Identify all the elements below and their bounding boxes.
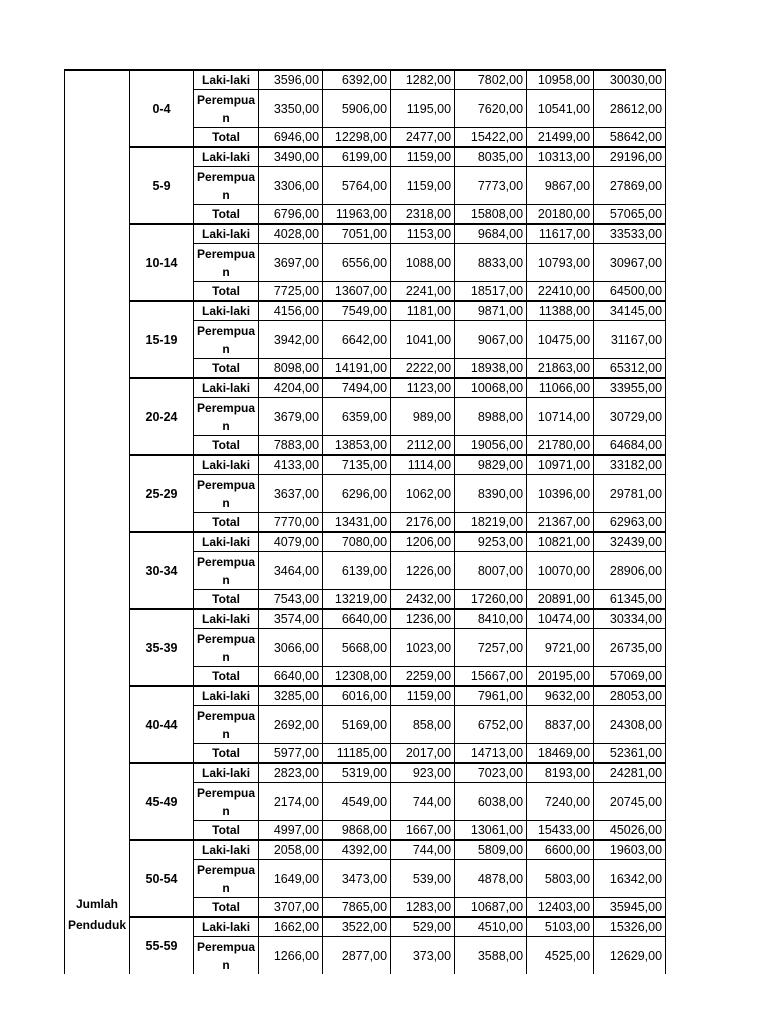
age-group-label: 30-34: [130, 532, 194, 609]
value-cell: 24308,00: [594, 706, 666, 744]
value-cell: 10474,00: [527, 609, 594, 629]
value-cell: 923,00: [391, 763, 455, 783]
value-cell: 2692,00: [259, 706, 323, 744]
value-cell: 539,00: [391, 860, 455, 898]
sex-label: Perempua n: [194, 475, 259, 513]
age-group-label: 25-29: [130, 455, 194, 532]
value-cell: 62963,00: [594, 513, 666, 533]
value-cell: 7240,00: [527, 783, 594, 821]
value-cell: 3066,00: [259, 629, 323, 667]
value-cell: 10068,00: [455, 378, 527, 398]
main-row-label: Jumlah Penduduk: [65, 70, 130, 974]
value-cell: 61345,00: [594, 590, 666, 610]
table-row: [65, 224, 666, 244]
age-group-label: 5-9: [130, 147, 194, 224]
value-cell: 9684,00: [455, 224, 527, 244]
value-cell: 2318,00: [391, 205, 455, 225]
sex-label: Total: [194, 513, 259, 533]
value-cell: 12298,00: [323, 128, 391, 148]
value-cell: 64684,00: [594, 436, 666, 456]
value-cell: 7865,00: [323, 898, 391, 918]
value-cell: 4156,00: [259, 301, 323, 321]
value-cell: 12629,00: [594, 937, 666, 975]
table-row: [65, 840, 666, 860]
value-cell: 28612,00: [594, 90, 666, 128]
value-cell: 10070,00: [527, 552, 594, 590]
value-cell: 5169,00: [323, 706, 391, 744]
sex-label: Laki-laki: [194, 609, 259, 629]
value-cell: 744,00: [391, 783, 455, 821]
value-cell: 6016,00: [323, 686, 391, 706]
value-cell: 9867,00: [527, 167, 594, 205]
value-cell: 18219,00: [455, 513, 527, 533]
value-cell: 1159,00: [391, 167, 455, 205]
value-cell: 14713,00: [455, 744, 527, 764]
value-cell: 8007,00: [455, 552, 527, 590]
value-cell: 4878,00: [455, 860, 527, 898]
value-cell: 1114,00: [391, 455, 455, 475]
age-group-label: 55-59: [130, 917, 194, 974]
value-cell: 8988,00: [455, 398, 527, 436]
value-cell: 19603,00: [594, 840, 666, 860]
value-cell: 2058,00: [259, 840, 323, 860]
table-row: [65, 763, 666, 783]
sex-label: Laki-laki: [194, 224, 259, 244]
value-cell: 4079,00: [259, 532, 323, 552]
sex-label: Perempua n: [194, 321, 259, 359]
value-cell: 8833,00: [455, 244, 527, 282]
value-cell: 13061,00: [455, 821, 527, 841]
age-group-label: 10-14: [130, 224, 194, 301]
value-cell: 28906,00: [594, 552, 666, 590]
value-cell: 9868,00: [323, 821, 391, 841]
age-group-label: 50-54: [130, 840, 194, 917]
table-row: [65, 917, 666, 937]
value-cell: 3942,00: [259, 321, 323, 359]
table-row: [65, 301, 666, 321]
value-cell: 6199,00: [323, 147, 391, 167]
value-cell: 11963,00: [323, 205, 391, 225]
value-cell: 1023,00: [391, 629, 455, 667]
sex-label: Perempua n: [194, 90, 259, 128]
age-group-label: 20-24: [130, 378, 194, 455]
value-cell: 5803,00: [527, 860, 594, 898]
value-cell: 30334,00: [594, 609, 666, 629]
value-cell: 10821,00: [527, 532, 594, 552]
value-cell: 2112,00: [391, 436, 455, 456]
value-cell: 12308,00: [323, 667, 391, 687]
value-cell: 13607,00: [323, 282, 391, 302]
value-cell: 10958,00: [527, 70, 594, 90]
value-cell: 4133,00: [259, 455, 323, 475]
value-cell: 6392,00: [323, 70, 391, 90]
age-group-label: 0-4: [130, 70, 194, 147]
value-cell: 9721,00: [527, 629, 594, 667]
value-cell: 33955,00: [594, 378, 666, 398]
value-cell: 5319,00: [323, 763, 391, 783]
sex-label: Total: [194, 359, 259, 379]
value-cell: 5668,00: [323, 629, 391, 667]
sex-label: Laki-laki: [194, 455, 259, 475]
value-cell: 6139,00: [323, 552, 391, 590]
value-cell: 1088,00: [391, 244, 455, 282]
value-cell: 30967,00: [594, 244, 666, 282]
sex-label: Perempua n: [194, 244, 259, 282]
value-cell: 6946,00: [259, 128, 323, 148]
value-cell: 11388,00: [527, 301, 594, 321]
sex-label: Perempua n: [194, 783, 259, 821]
value-cell: 4028,00: [259, 224, 323, 244]
sex-label: Laki-laki: [194, 70, 259, 90]
value-cell: 2017,00: [391, 744, 455, 764]
value-cell: 11185,00: [323, 744, 391, 764]
value-cell: 34145,00: [594, 301, 666, 321]
value-cell: 1153,00: [391, 224, 455, 244]
value-cell: 17260,00: [455, 590, 527, 610]
value-cell: 15433,00: [527, 821, 594, 841]
value-cell: 9632,00: [527, 686, 594, 706]
value-cell: 373,00: [391, 937, 455, 975]
sex-label: Laki-laki: [194, 763, 259, 783]
sex-label: Laki-laki: [194, 147, 259, 167]
sex-label: Total: [194, 898, 259, 918]
value-cell: 4510,00: [455, 917, 527, 937]
value-cell: 6640,00: [323, 609, 391, 629]
value-cell: 13431,00: [323, 513, 391, 533]
value-cell: 19056,00: [455, 436, 527, 456]
value-cell: 529,00: [391, 917, 455, 937]
value-cell: 2477,00: [391, 128, 455, 148]
sex-label: Laki-laki: [194, 532, 259, 552]
value-cell: 28053,00: [594, 686, 666, 706]
value-cell: 7549,00: [323, 301, 391, 321]
value-cell: 24281,00: [594, 763, 666, 783]
value-cell: 18517,00: [455, 282, 527, 302]
value-cell: 2877,00: [323, 937, 391, 975]
value-cell: 57065,00: [594, 205, 666, 225]
value-cell: 3490,00: [259, 147, 323, 167]
value-cell: 8410,00: [455, 609, 527, 629]
value-cell: 6642,00: [323, 321, 391, 359]
value-cell: 4525,00: [527, 937, 594, 975]
value-cell: 18938,00: [455, 359, 527, 379]
sex-label: Total: [194, 436, 259, 456]
value-cell: 3697,00: [259, 244, 323, 282]
value-cell: 10313,00: [527, 147, 594, 167]
value-cell: 3707,00: [259, 898, 323, 918]
value-cell: 11617,00: [527, 224, 594, 244]
value-cell: 15808,00: [455, 205, 527, 225]
value-cell: 58642,00: [594, 128, 666, 148]
table-row: [65, 532, 666, 552]
value-cell: 1649,00: [259, 860, 323, 898]
value-cell: 4997,00: [259, 821, 323, 841]
sex-label: Laki-laki: [194, 917, 259, 937]
value-cell: 1206,00: [391, 532, 455, 552]
value-cell: 7725,00: [259, 282, 323, 302]
value-cell: 3473,00: [323, 860, 391, 898]
sex-label: Total: [194, 128, 259, 148]
age-group-label: 45-49: [130, 763, 194, 840]
value-cell: 1123,00: [391, 378, 455, 398]
value-cell: 2259,00: [391, 667, 455, 687]
table-row: [65, 147, 666, 167]
value-cell: 2432,00: [391, 590, 455, 610]
value-cell: 15326,00: [594, 917, 666, 937]
value-cell: 3588,00: [455, 937, 527, 975]
value-cell: 1062,00: [391, 475, 455, 513]
value-cell: 858,00: [391, 706, 455, 744]
value-cell: 8837,00: [527, 706, 594, 744]
value-cell: 7961,00: [455, 686, 527, 706]
value-cell: 7494,00: [323, 378, 391, 398]
value-cell: 9253,00: [455, 532, 527, 552]
value-cell: 33533,00: [594, 224, 666, 244]
value-cell: 7257,00: [455, 629, 527, 667]
value-cell: 20745,00: [594, 783, 666, 821]
value-cell: 1667,00: [391, 821, 455, 841]
value-cell: 7770,00: [259, 513, 323, 533]
value-cell: 21863,00: [527, 359, 594, 379]
value-cell: 4549,00: [323, 783, 391, 821]
value-cell: 989,00: [391, 398, 455, 436]
sex-label: Perempua n: [194, 552, 259, 590]
value-cell: 18469,00: [527, 744, 594, 764]
value-cell: 22410,00: [527, 282, 594, 302]
value-cell: 3350,00: [259, 90, 323, 128]
value-cell: 3574,00: [259, 609, 323, 629]
value-cell: 31167,00: [594, 321, 666, 359]
value-cell: 3306,00: [259, 167, 323, 205]
value-cell: 7883,00: [259, 436, 323, 456]
value-cell: 32439,00: [594, 532, 666, 552]
value-cell: 1181,00: [391, 301, 455, 321]
value-cell: 13219,00: [323, 590, 391, 610]
value-cell: 26735,00: [594, 629, 666, 667]
value-cell: 1236,00: [391, 609, 455, 629]
value-cell: 15422,00: [455, 128, 527, 148]
value-cell: 8098,00: [259, 359, 323, 379]
age-group-label: 15-19: [130, 301, 194, 378]
sex-label: Perempua n: [194, 398, 259, 436]
value-cell: 27869,00: [594, 167, 666, 205]
value-cell: 4392,00: [323, 840, 391, 860]
value-cell: 7620,00: [455, 90, 527, 128]
value-cell: 21499,00: [527, 128, 594, 148]
value-cell: 3285,00: [259, 686, 323, 706]
value-cell: 20195,00: [527, 667, 594, 687]
value-cell: 5764,00: [323, 167, 391, 205]
sex-label: Perempua n: [194, 629, 259, 667]
value-cell: 7543,00: [259, 590, 323, 610]
value-cell: 744,00: [391, 840, 455, 860]
value-cell: 65312,00: [594, 359, 666, 379]
sex-label: Perempua n: [194, 860, 259, 898]
value-cell: 8390,00: [455, 475, 527, 513]
value-cell: 6038,00: [455, 783, 527, 821]
value-cell: 1159,00: [391, 686, 455, 706]
value-cell: 29196,00: [594, 147, 666, 167]
age-group-label: 40-44: [130, 686, 194, 763]
table-row: [65, 378, 666, 398]
value-cell: 30729,00: [594, 398, 666, 436]
value-cell: 3679,00: [259, 398, 323, 436]
value-cell: 2823,00: [259, 763, 323, 783]
value-cell: 1266,00: [259, 937, 323, 975]
value-cell: 9871,00: [455, 301, 527, 321]
table-row: [65, 609, 666, 629]
value-cell: 2176,00: [391, 513, 455, 533]
sex-label: Total: [194, 667, 259, 687]
value-cell: 5809,00: [455, 840, 527, 860]
value-cell: 10971,00: [527, 455, 594, 475]
value-cell: 2241,00: [391, 282, 455, 302]
value-cell: 13853,00: [323, 436, 391, 456]
value-cell: 20891,00: [527, 590, 594, 610]
value-cell: 6296,00: [323, 475, 391, 513]
value-cell: 1662,00: [259, 917, 323, 937]
value-cell: 10541,00: [527, 90, 594, 128]
sex-label: Laki-laki: [194, 840, 259, 860]
population-table: [64, 69, 666, 974]
sex-label: Total: [194, 821, 259, 841]
value-cell: 6796,00: [259, 205, 323, 225]
value-cell: 20180,00: [527, 205, 594, 225]
value-cell: 57069,00: [594, 667, 666, 687]
value-cell: 7051,00: [323, 224, 391, 244]
value-cell: 45026,00: [594, 821, 666, 841]
value-cell: 10687,00: [455, 898, 527, 918]
value-cell: 7080,00: [323, 532, 391, 552]
value-cell: 3522,00: [323, 917, 391, 937]
value-cell: 14191,00: [323, 359, 391, 379]
value-cell: 29781,00: [594, 475, 666, 513]
table-row: [65, 70, 666, 90]
value-cell: 12403,00: [527, 898, 594, 918]
sex-label: Laki-laki: [194, 301, 259, 321]
table-body: [65, 70, 666, 974]
value-cell: 8193,00: [527, 763, 594, 783]
value-cell: 6752,00: [455, 706, 527, 744]
value-cell: 35945,00: [594, 898, 666, 918]
sex-label: Perempua n: [194, 167, 259, 205]
value-cell: 1226,00: [391, 552, 455, 590]
value-cell: 16342,00: [594, 860, 666, 898]
value-cell: 10396,00: [527, 475, 594, 513]
sex-label: Total: [194, 590, 259, 610]
value-cell: 6556,00: [323, 244, 391, 282]
value-cell: 21780,00: [527, 436, 594, 456]
value-cell: 15667,00: [455, 667, 527, 687]
value-cell: 33182,00: [594, 455, 666, 475]
value-cell: 9829,00: [455, 455, 527, 475]
value-cell: 30030,00: [594, 70, 666, 90]
value-cell: 7023,00: [455, 763, 527, 783]
value-cell: 3596,00: [259, 70, 323, 90]
value-cell: 1195,00: [391, 90, 455, 128]
value-cell: 6640,00: [259, 667, 323, 687]
value-cell: 11066,00: [527, 378, 594, 398]
sex-label: Perempua n: [194, 706, 259, 744]
value-cell: 3637,00: [259, 475, 323, 513]
sex-label: Total: [194, 282, 259, 302]
age-group-label: 35-39: [130, 609, 194, 686]
value-cell: 7802,00: [455, 70, 527, 90]
value-cell: 9067,00: [455, 321, 527, 359]
value-cell: 10714,00: [527, 398, 594, 436]
value-cell: 21367,00: [527, 513, 594, 533]
value-cell: 1159,00: [391, 147, 455, 167]
value-cell: 64500,00: [594, 282, 666, 302]
sex-label: Laki-laki: [194, 378, 259, 398]
value-cell: 10475,00: [527, 321, 594, 359]
value-cell: 5103,00: [527, 917, 594, 937]
value-cell: 7773,00: [455, 167, 527, 205]
sex-label: Total: [194, 205, 259, 225]
table-row: [65, 455, 666, 475]
value-cell: 5906,00: [323, 90, 391, 128]
value-cell: 5977,00: [259, 744, 323, 764]
value-cell: 6600,00: [527, 840, 594, 860]
value-cell: 7135,00: [323, 455, 391, 475]
table-row: [65, 686, 666, 706]
sex-label: Laki-laki: [194, 686, 259, 706]
value-cell: 1283,00: [391, 898, 455, 918]
sex-label: Total: [194, 744, 259, 764]
value-cell: 10793,00: [527, 244, 594, 282]
value-cell: 52361,00: [594, 744, 666, 764]
value-cell: 1282,00: [391, 70, 455, 90]
value-cell: 2222,00: [391, 359, 455, 379]
sex-label: Perempua n: [194, 937, 259, 975]
value-cell: 4204,00: [259, 378, 323, 398]
value-cell: 1041,00: [391, 321, 455, 359]
value-cell: 8035,00: [455, 147, 527, 167]
value-cell: 3464,00: [259, 552, 323, 590]
value-cell: 6359,00: [323, 398, 391, 436]
value-cell: 2174,00: [259, 783, 323, 821]
